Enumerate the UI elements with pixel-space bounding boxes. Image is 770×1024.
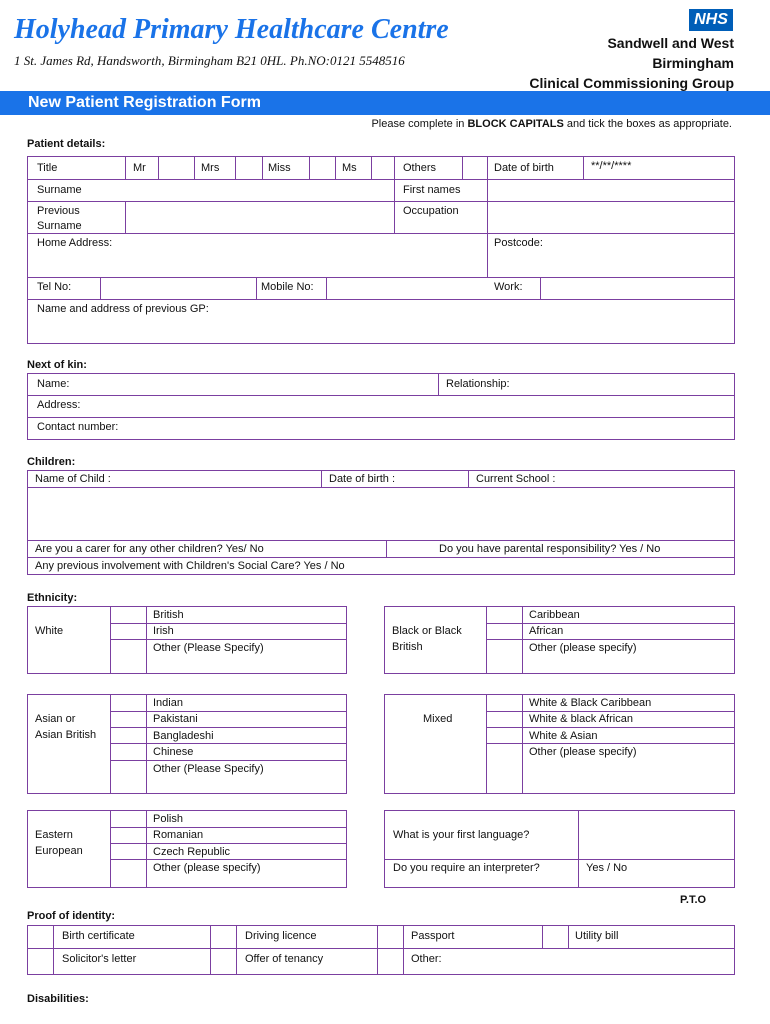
note-bold: BLOCK CAPITALS	[467, 118, 564, 130]
asian-table	[27, 694, 347, 794]
first-language-question: What is your first language?	[393, 829, 530, 841]
pto-note: P.T.O	[680, 894, 707, 906]
next-of-kin-heading: Next of kin:	[27, 359, 87, 371]
asian-label-1: Asian or	[35, 713, 76, 725]
identity-table	[27, 925, 735, 975]
dob-value[interactable]: **/**/****	[591, 160, 632, 172]
patient-details-heading: Patient details:	[27, 138, 106, 150]
black-label-2: British	[392, 641, 423, 653]
form-title: New Patient Registration Form	[28, 94, 261, 111]
black-label-1: Black or Black	[392, 625, 462, 637]
asian-option: Indian	[153, 697, 183, 709]
eastern-option: Romanian	[153, 829, 204, 841]
white-option: Other (Please Specify)	[153, 642, 264, 654]
ethnicity-heading: Ethnicity:	[27, 592, 78, 604]
eastern-option: Other (please specify)	[153, 862, 261, 874]
white-option: Irish	[153, 625, 174, 637]
black-table	[384, 606, 735, 674]
offer-of-tenancy-option: Offer of tenancy	[245, 953, 324, 965]
practice-name: Holyhead Primary Healthcare Centre	[14, 14, 449, 45]
practice-address: 1 St. James Rd, Handsworth, Birmingham B21 0HL. Ph.NO:0121 5548516	[14, 53, 405, 68]
asian-option: Pakistani	[153, 713, 198, 725]
title-mrs: Mrs	[201, 162, 220, 174]
previous-label: Previous	[37, 205, 80, 217]
child-dob-label: Date of birth :	[329, 473, 396, 485]
nhs-logo: NHS	[689, 9, 733, 31]
children-heading: Children:	[27, 456, 76, 468]
eastern-table	[27, 810, 347, 888]
interpreter-question: Do you require an interpreter?	[393, 862, 540, 874]
work-label: Work:	[494, 281, 523, 293]
black-option: African	[529, 625, 564, 637]
language-table	[384, 810, 735, 888]
surname-label: Surname	[37, 184, 82, 196]
mixed-option: White & black African	[529, 713, 633, 725]
kin-address-label: Address:	[37, 399, 81, 411]
ccg-line-2: Clinical Commissioning Group	[529, 75, 734, 91]
social-care-question: Any previous involvement with Children's Social Care? Yes / No	[35, 560, 345, 572]
kin-contact-label: Contact number:	[37, 421, 119, 433]
patient-details-table	[27, 156, 735, 344]
mixed-table	[384, 694, 735, 794]
title-mr: Mr	[133, 162, 146, 174]
next-of-kin-table	[27, 373, 735, 440]
eastern-label-2: European	[35, 845, 83, 857]
ccg-line-1: Sandwell and West Birmingham	[607, 35, 734, 71]
note-pre: Please complete in	[371, 118, 468, 130]
mixed-option: Other (please specify)	[529, 746, 637, 758]
children-table	[27, 470, 735, 575]
mixed-label: Mixed	[423, 713, 453, 725]
passport-option: Passport	[411, 930, 455, 942]
asian-option: Other (Please Specify)	[153, 763, 264, 775]
ccg-name	[522, 33, 734, 93]
solicitors-letter-option: Solicitor's letter	[62, 953, 137, 965]
form-title-banner	[0, 91, 770, 115]
proof-of-identity-heading: Proof of identity:	[27, 910, 115, 922]
title-others: Others	[403, 162, 437, 174]
title-miss: Miss	[268, 162, 291, 174]
black-option: Other (please specify)	[529, 642, 637, 654]
asian-option: Chinese	[153, 746, 194, 758]
previous-gp-label: Name and address of previous GP:	[37, 303, 209, 315]
white-table	[27, 606, 347, 674]
note-post: and tick the boxes as appropriate.	[563, 118, 732, 130]
driving-licence-option: Driving licence	[245, 930, 317, 942]
child-school-label: Current School :	[476, 473, 556, 485]
mobile-label: Mobile No:	[261, 281, 314, 293]
child-name-label: Name of Child :	[35, 473, 111, 485]
kin-name-label: Name:	[37, 378, 70, 390]
black-option: Caribbean	[529, 609, 580, 621]
previous-surname-label: Surname	[37, 220, 82, 232]
white-option: British	[153, 609, 184, 621]
title-label: Title	[37, 162, 58, 174]
carer-question: Are you a carer for any other children? Yes/ No	[35, 543, 264, 555]
other-identity-option: Other:	[411, 953, 442, 965]
asian-option: Bangladeshi	[153, 730, 214, 742]
first-names-label: First names	[403, 184, 461, 196]
instructions	[300, 118, 732, 130]
eastern-label-1: Eastern	[35, 829, 73, 841]
disabilities-heading: Disabilities:	[27, 993, 89, 1005]
dob-label: Date of birth	[494, 162, 554, 174]
tel-label: Tel No:	[37, 281, 72, 293]
mixed-option: White & Asian	[529, 730, 598, 742]
birth-certificate-option: Birth certificate	[62, 930, 135, 942]
title-ms: Ms	[342, 162, 357, 174]
utility-bill-option: Utility bill	[575, 930, 619, 942]
parental-question: Do you have parental responsibility? Yes / No	[439, 543, 661, 555]
interpreter-answer: Yes / No	[586, 862, 628, 874]
eastern-option: Polish	[153, 813, 183, 825]
eastern-option: Czech Republic	[153, 846, 231, 858]
white-label: White	[35, 625, 64, 637]
home-address-label: Home Address:	[37, 237, 113, 249]
asian-label-2: Asian British	[35, 729, 97, 741]
mixed-option: White & Black Caribbean	[529, 697, 652, 709]
postcode-label: Postcode:	[494, 237, 543, 249]
occupation-label: Occupation	[403, 205, 459, 217]
kin-relationship-label: Relationship:	[446, 378, 510, 390]
